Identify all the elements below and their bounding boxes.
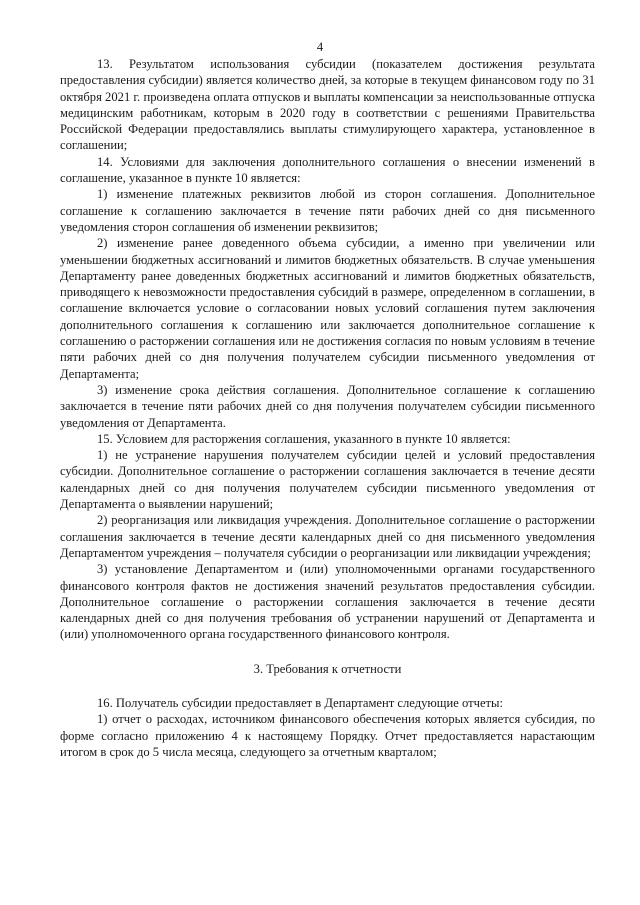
paragraph-15-3: 3) установление Департаментом и (или) уполномоченными органами государственного финансового контроля фактов не достижения значений результатов предоставления субсидии. Дополнительное соглашение о расторжении соглашения заключается в течение десяти календарных дней со дня получения требования об устранении нарушений от Департамента и (или) уполномоченного органа государственного финансового контроля. <box>60 562 595 642</box>
paragraph-14: 14. Условиями для заключения дополнительного соглашения о внесении изменений в соглашение, указанное в пункте 10 является: <box>60 154 595 186</box>
paragraph-15-2: 2) реорганизация или ликвидация учреждения. Дополнительное соглашение о расторжении соглашения заключается в течение десяти календарных дней со дня письменного уведомления Департаментом учреждения – получателя субсидии о реорганизации или ликвидации учреждения; <box>60 513 595 560</box>
paragraph-15-1: 1) не устранение нарушения получателем субсидии целей и условий предоставления субсидии. Дополнительное соглашение о расторжении соглашения заключается в течение десяти календарных дней со дня получения получателем субсидии письменного уведомления от Департамента о выявлении нарушений; <box>60 448 595 512</box>
paragraph-16-1: 1) отчет о расходах, источником финансового обеспечения которых является субсидия, по форме согласно приложению 4 к настоящему Порядку. Отчет предоставляется нарастающим итогом в срок до 5 числа месяца, следующего за отчетным кварталом; <box>60 712 595 759</box>
paragraph-13: 13. Результатом использования субсидии (показателем достижения результата предоставления субсидии) является количество дней, за которые в текущем финансовом году по 31 октября 2021 г. произведена оплата отпусков и выплаты компенсации за неиспользованные отпуска медицинским работникам, которым в 2020 году в соответствии с решениями Правительства Российской Федерации предоставлялись выплаты стимулирующего характера, установленное в соглашении; <box>60 57 595 153</box>
paragraph-14-1: 1) изменение платежных реквизитов любой из сторон соглашения. Дополнительное соглашение к соглашению заключается в течение пяти рабочих дней со дня письменного уведомления сторон соглашения об изменении реквизитов; <box>60 187 595 234</box>
document-body <box>60 56 595 760</box>
section-heading: 3. Требования к отчетности <box>253 661 402 676</box>
paragraph-16: 16. Получатель субсидии предоставляет в Департамент следующие отчеты: <box>97 695 504 710</box>
paragraph-14-3: 3) изменение срока действия соглашения. Дополнительное соглашение к соглашению заключается в течение пяти рабочих дней со дня получения получателем субсидии письменного уведомления от Департамента. <box>60 382 595 430</box>
paragraph-15: 15. Условием для расторжения соглашения, указанного в пункте 10 является: <box>97 431 511 446</box>
page-number: 4 <box>316 40 324 54</box>
paragraph-14-2: 2) изменение ранее доведенного объема субсидии, а именно при увеличении или уменьшении бюджетных ассигнований и лимитов бюджетных обязательств. В случае уменьшения Департаменту ранее доведенных бюджетных ассигнований и лимитов бюджетных обязательств, приводящего к невозможности предоставления субсидий в размере, определенном в соглашении, в соглашение включается условие о согласовании новых условий соглашения путем заключения дополнительного соглашения к соглашению или заключается дополнительное соглашение к соглашению о расторжении соглашения или не достижения согласия по новым условиям в течение пяти рабочих дней со дня получения получателем субсидии письменного уведомления от Департамента; <box>60 236 595 381</box>
